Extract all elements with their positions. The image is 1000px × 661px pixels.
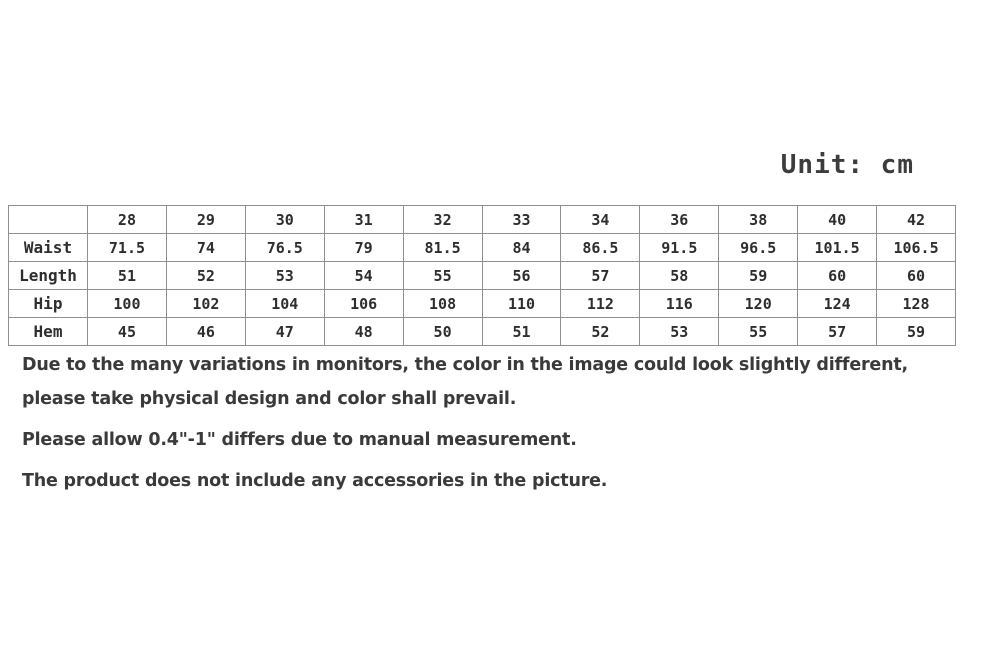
row-label-hip: Hip [9, 290, 88, 318]
table-cell: 86.5 [561, 234, 640, 262]
table-cell: 102 [166, 290, 245, 318]
note-line: Due to the many variations in monitors, the color in the image could look slightly different, [22, 355, 908, 375]
table-cell: 116 [640, 290, 719, 318]
table-cell: 59 [719, 262, 798, 290]
table-header-size: 28 [88, 206, 167, 234]
table-cell: 57 [561, 262, 640, 290]
table-cell: 101.5 [798, 234, 877, 262]
table-cell: 48 [324, 318, 403, 346]
table-cell: 46 [166, 318, 245, 346]
table-cell: 100 [88, 290, 167, 318]
table-cell: 60 [798, 262, 877, 290]
table-header-size: 40 [798, 206, 877, 234]
table-header-size: 31 [324, 206, 403, 234]
table-cell: 110 [482, 290, 561, 318]
table-cell: 54 [324, 262, 403, 290]
table-cell: 52 [166, 262, 245, 290]
table-cell: 76.5 [245, 234, 324, 262]
row-label-hem: Hem [9, 318, 88, 346]
table-cell: 60 [877, 262, 956, 290]
table-cell: 58 [640, 262, 719, 290]
note-line: please take physical design and color shall prevail. [22, 389, 517, 410]
table-cell: 59 [877, 318, 956, 346]
table-cell: 51 [88, 262, 167, 290]
table-cell: 52 [561, 318, 640, 346]
table-cell: 112 [561, 290, 640, 318]
table-cell: 47 [245, 318, 324, 346]
table-cell: 57 [798, 318, 877, 346]
table-cell: 108 [403, 290, 482, 318]
table-header-size: 34 [561, 206, 640, 234]
table-cell: 104 [245, 290, 324, 318]
table-header-size: 42 [877, 206, 956, 234]
table-cell: 79 [324, 234, 403, 262]
table-header-size: 38 [719, 206, 798, 234]
table-cell: 120 [719, 290, 798, 318]
table-cell: 53 [245, 262, 324, 290]
table-corner-cell [9, 206, 88, 234]
table-header-size: 32 [403, 206, 482, 234]
size-chart-table [8, 205, 956, 346]
table-cell: 55 [403, 262, 482, 290]
table-cell: 81.5 [403, 234, 482, 262]
table-header-size: 30 [245, 206, 324, 234]
table-cell: 106.5 [877, 234, 956, 262]
table-cell: 74 [166, 234, 245, 262]
table-header-size: 29 [166, 206, 245, 234]
size-chart-table-wrapper [8, 205, 956, 346]
table-cell: 55 [719, 318, 798, 346]
table-cell: 56 [482, 262, 561, 290]
table-cell: 96.5 [719, 234, 798, 262]
row-label-length: Length [9, 262, 88, 290]
row-label-waist: Waist [9, 234, 88, 262]
table-row [9, 262, 956, 290]
table-header-size: 33 [482, 206, 561, 234]
table-cell: 91.5 [640, 234, 719, 262]
table-cell: 84 [482, 234, 561, 262]
note-line: Please allow 0.4"-1" differs due to manual measurement. [22, 430, 577, 451]
table-row [9, 318, 956, 346]
table-header-row [9, 206, 956, 234]
table-cell: 50 [403, 318, 482, 346]
note-line: The product does not include any accessories in the picture. [22, 471, 608, 492]
table-cell: 51 [482, 318, 561, 346]
table-row [9, 290, 956, 318]
unit-label: Unit: cm [780, 150, 914, 180]
disclaimer-notes [22, 355, 972, 513]
table-cell: 53 [640, 318, 719, 346]
table-cell: 71.5 [88, 234, 167, 262]
table-header-size: 36 [640, 206, 719, 234]
table-row [9, 234, 956, 262]
table-cell: 45 [88, 318, 167, 346]
table-cell: 124 [798, 290, 877, 318]
table-cell: 106 [324, 290, 403, 318]
table-cell: 128 [877, 290, 956, 318]
